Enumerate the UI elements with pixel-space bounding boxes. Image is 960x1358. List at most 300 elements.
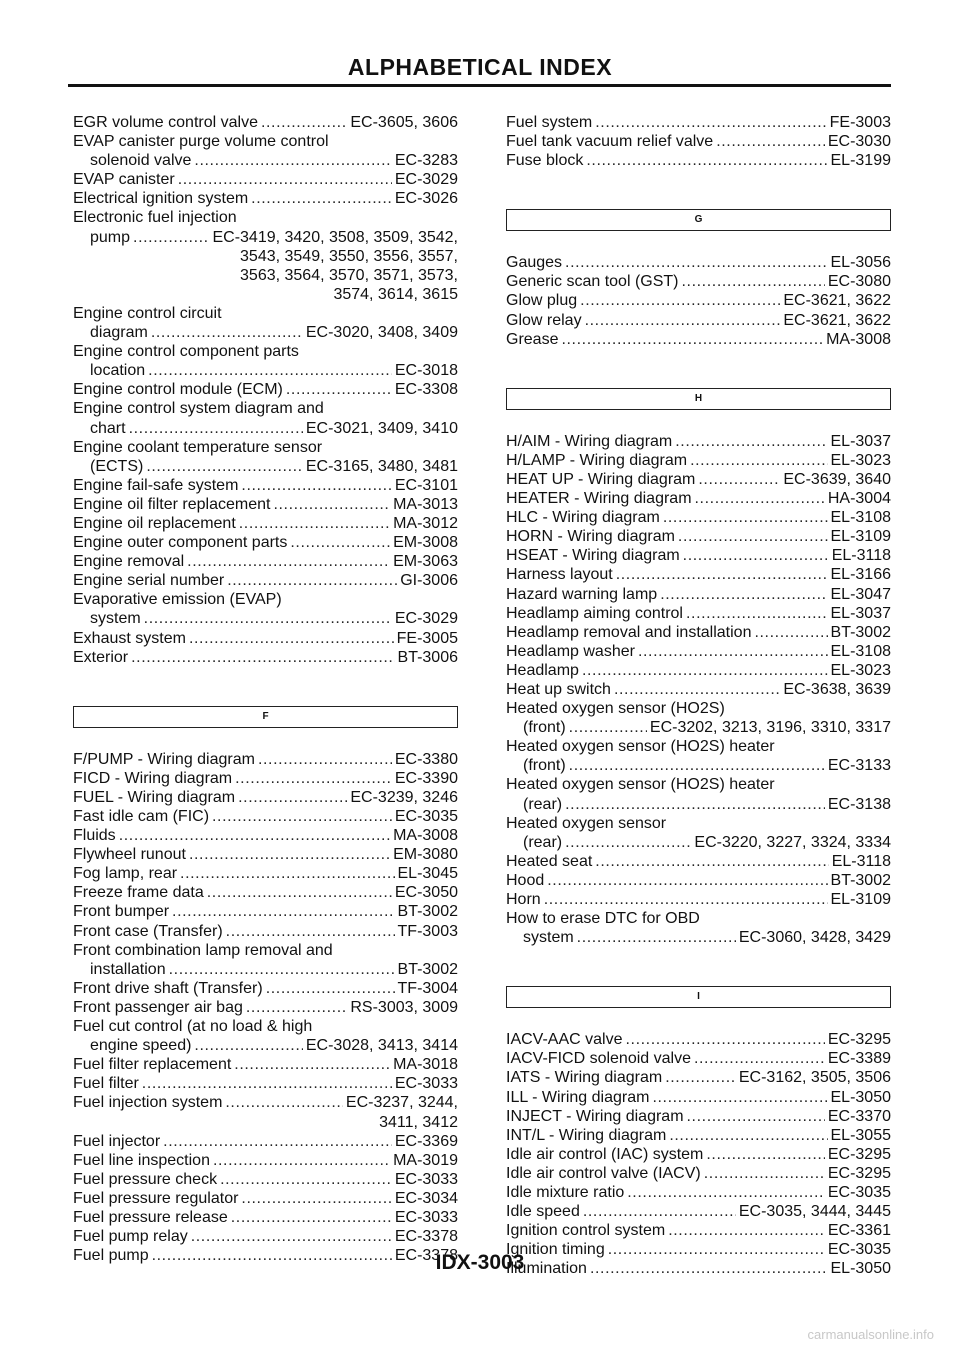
page-reference: EC-3237, 3244,: [345, 1094, 458, 1112]
index-entry-line: [73, 883, 458, 902]
index-entry-line: [506, 852, 891, 871]
index-entry: [73, 750, 458, 769]
index-entry-title: Exterior: [73, 648, 129, 666]
index-entry-title: IACV-FICD solenoid valve: [506, 1050, 691, 1068]
page-reference: EC-3295: [827, 1145, 891, 1163]
index-entry: [73, 1074, 458, 1093]
index-entry-subtitle: location: [90, 362, 146, 380]
index-entry: [506, 1068, 891, 1087]
index-entry-line: [73, 1189, 458, 1208]
page-reference: EC-3060, 3428, 3429: [738, 929, 891, 947]
page-reference: EC-3035: [827, 1241, 891, 1259]
index-entry-title: Fuse block: [506, 152, 584, 170]
page-reference: BT-3002: [830, 871, 891, 889]
index-entry-line: [73, 380, 458, 399]
page-reference: EC-3605, 3606: [350, 114, 458, 131]
page-reference: EC-3138: [827, 795, 891, 813]
index-entry-title: HSEAT - Wiring diagram: [506, 547, 680, 565]
index-column-right: [506, 113, 891, 1279]
page-reference: EC-3033: [394, 1075, 458, 1093]
leader-dots: [665, 1068, 736, 1087]
index-entry: [506, 1164, 891, 1183]
index-entry-title: FUEL - Wiring diagram: [73, 788, 236, 806]
page-reference: MA-3013: [393, 495, 458, 513]
index-entry-title: Idle air control (IAC) system: [506, 1145, 704, 1163]
index-entry: [73, 438, 458, 476]
index-entry: [506, 604, 891, 623]
leader-dots: [595, 852, 828, 871]
leader-dots: [225, 1093, 343, 1112]
leader-dots: [151, 323, 303, 342]
leader-dots: [582, 661, 828, 680]
leader-dots: [678, 527, 828, 546]
index-entry: [506, 1049, 891, 1068]
index-entry-line: [73, 922, 458, 941]
index-entry-title: Fuel line inspection: [73, 1151, 210, 1169]
index-entry-title: How to erase DTC for OBD: [506, 910, 700, 928]
leader-dots: [146, 457, 303, 476]
leader-dots: [694, 1049, 825, 1068]
index-entry-subtitle: diagram: [90, 324, 148, 342]
index-entry-subtitle: (front): [523, 757, 566, 775]
index-entry: [73, 998, 458, 1017]
index-entry-line: [506, 833, 891, 852]
index-entry: [506, 132, 891, 151]
index-entry-title: Front drive shaft (Transfer): [73, 979, 263, 997]
page-reference: EL-3023: [830, 661, 891, 679]
index-entry-title: Fuel system: [506, 114, 593, 131]
index-entry-title: Flywheel runout: [73, 846, 186, 864]
leader-dots: [227, 571, 397, 590]
leader-dots: [148, 361, 392, 380]
leader-dots: [144, 609, 392, 628]
index-entry: [506, 737, 891, 775]
page-reference: EL-3055: [830, 1126, 891, 1144]
leader-dots: [675, 432, 827, 451]
index-entry-title: Engine control system diagram and: [73, 400, 324, 418]
index-entry: [73, 1093, 458, 1131]
index-entry: [73, 807, 458, 826]
index-entry: [73, 864, 458, 883]
index-entry: [506, 489, 891, 508]
leader-dots: [131, 648, 394, 667]
index-entry-subtitle: installation: [90, 960, 166, 978]
leader-dots: [638, 642, 828, 661]
index-entry-title: ILL - Wiring diagram: [506, 1088, 650, 1106]
page-reference: EC-3380: [394, 750, 458, 768]
leader-dots: [569, 718, 647, 737]
index-entry-line: [73, 495, 458, 514]
page-reference: EL-3108: [830, 509, 891, 527]
index-entry-line: [73, 113, 458, 132]
index-entry-line: [506, 1088, 891, 1107]
index-entry: [506, 253, 891, 272]
index-entry-title: INT/L - Wiring diagram: [506, 1126, 667, 1144]
title-rule: [68, 84, 891, 87]
page-reference: MA-3018: [393, 1056, 458, 1074]
index-entry-line: [73, 514, 458, 533]
page-reference: EC-3101: [394, 476, 458, 494]
index-entry: [506, 470, 891, 489]
index-entry: [73, 1055, 458, 1074]
index-entry-title: Electrical ignition system: [73, 190, 249, 208]
leader-dots: [580, 291, 780, 310]
index-entry-title: H/AIM - Wiring diagram: [506, 432, 673, 450]
index-entry: [506, 1202, 891, 1221]
index-entry-subtitle: chart: [90, 419, 126, 437]
index-entry: [73, 979, 458, 998]
index-entry: [506, 680, 891, 699]
index-entry-title: Engine oil filter replacement: [73, 495, 271, 513]
page-reference: MA-3008: [393, 827, 458, 845]
leader-dots: [569, 756, 825, 775]
page-reference-continued: 3563, 3564, 3570, 3571, 3573,: [240, 266, 458, 284]
leader-dots: [565, 833, 691, 852]
leader-dots: [194, 151, 391, 170]
index-entry-subtitle: solenoid valve: [90, 152, 192, 170]
index-entry-line: [506, 680, 891, 699]
page-reference-continued: 3411, 3412: [379, 1113, 458, 1131]
index-entry-line: [506, 1202, 891, 1221]
index-entry-line: [73, 228, 458, 247]
index-entry: [73, 1017, 458, 1055]
index-entry-line: [506, 661, 891, 680]
page-reference: EM-3080: [393, 846, 458, 864]
index-entry-title: HORN - Wiring diagram: [506, 528, 675, 546]
index-entry-line: [506, 527, 891, 546]
index-entry-line: [506, 1164, 891, 1183]
index-entry-title: Fuel pump relay: [73, 1228, 188, 1246]
index-entry-title: Fuel injector: [73, 1132, 161, 1150]
index-entry: [506, 565, 891, 584]
index-entry-line: [506, 330, 891, 349]
index-entry-line: [73, 552, 458, 571]
page-reference: EC-3295: [827, 1031, 891, 1049]
index-entry: [506, 909, 891, 947]
index-entry-title: EVAP canister purge volume control: [73, 133, 329, 151]
leader-dots: [690, 451, 827, 470]
index-entry: [73, 629, 458, 648]
index-entry-title: Heated oxygen sensor (HO2S) heater: [506, 776, 775, 794]
page-reference: EC-3020, 3408, 3409: [305, 324, 458, 342]
leader-dots: [627, 1183, 825, 1202]
page-reference: EC-3419, 3420, 3508, 3509, 3542,: [212, 228, 458, 246]
index-entry-title: HLC - Wiring diagram: [506, 509, 660, 527]
index-entry: [506, 1126, 891, 1145]
index-entry-line: [506, 253, 891, 272]
index-entry-title: Engine coolant temperature sensor: [73, 438, 323, 456]
index-entry-subtitle: (rear): [523, 833, 563, 851]
page-reference: HA-3004: [827, 490, 891, 508]
index-entry-subtitle: (front): [523, 719, 566, 737]
leader-dots: [142, 1074, 392, 1093]
leader-dots: [180, 864, 394, 883]
index-entry: [73, 1151, 458, 1170]
leader-dots: [577, 928, 736, 947]
index-entry: [73, 1132, 458, 1151]
index-entry: [506, 1107, 891, 1126]
index-entry: [506, 1145, 891, 1164]
index-entry-line: [73, 571, 458, 590]
page-reference: EL-3037: [830, 604, 891, 622]
page-reference: EC-3639, 3640: [783, 470, 891, 488]
page-reference: GI-3006: [400, 572, 458, 590]
page-reference: EC-3133: [827, 757, 891, 775]
index-entry-title: Horn: [506, 891, 541, 908]
index-entry-line: [506, 795, 891, 814]
leader-dots: [290, 533, 390, 552]
index-entry-line: [73, 864, 458, 883]
index-entry-line: [73, 1074, 458, 1093]
leader-dots: [187, 552, 390, 571]
leader-dots: [565, 253, 827, 272]
index-entry-title: HEATER - Wiring diagram: [506, 490, 692, 508]
leader-dots: [241, 476, 391, 495]
index-entry-title: Heated oxygen sensor (HO2S) heater: [506, 738, 775, 756]
watermark: carmanualsonline.info: [807, 1327, 934, 1342]
leader-dots: [273, 495, 390, 514]
index-entry-line: [506, 113, 891, 132]
index-entry-line: [506, 470, 891, 489]
leader-dots: [178, 170, 392, 189]
index-entry-line: [506, 1183, 891, 1202]
page-reference: EC-3621, 3622: [783, 292, 891, 310]
index-entry-title: Fuel filter replacement: [73, 1056, 232, 1074]
index-entry: [73, 514, 458, 533]
index-entry-title: Ignition control system: [506, 1222, 666, 1240]
page-reference: EL-3109: [830, 891, 891, 908]
index-entry: [506, 699, 891, 737]
leader-dots: [660, 585, 827, 604]
leader-dots: [239, 514, 390, 533]
index-entry: [73, 788, 458, 807]
page-reference: EC-3018: [394, 362, 458, 380]
index-entry-title: EGR volume control valve: [73, 114, 258, 131]
index-entry-title: Gauges: [506, 254, 563, 272]
index-entry-title: Engine outer component parts: [73, 534, 288, 552]
index-entry-subtitle: engine speed): [90, 1037, 192, 1055]
index-entry-title: Grease: [506, 330, 559, 348]
index-entry: [506, 272, 891, 291]
index-entry-line: [506, 1126, 891, 1145]
page-reference: TF-3004: [397, 979, 458, 997]
page-reference: EC-3361: [827, 1222, 891, 1240]
section-header-i: I: [506, 986, 891, 1008]
index-entry-line: [506, 756, 891, 775]
index-entry-title: Fluids: [73, 827, 116, 845]
page-reference: EC-3378: [394, 1247, 458, 1265]
page-reference: EC-3028, 3413, 3414: [305, 1037, 458, 1055]
index-entry-title: Electronic fuel injection: [73, 209, 237, 227]
index-entry-line: [73, 1093, 458, 1112]
index-entry: [73, 476, 458, 495]
index-entry-line: [73, 457, 458, 476]
index-entry-line: [73, 1036, 458, 1055]
index-entry-title: Fuel pressure check: [73, 1170, 218, 1188]
leader-dots: [234, 1055, 390, 1074]
index-entry: [506, 1183, 891, 1202]
page-reference: EL-3050: [830, 1088, 891, 1106]
index-entry-line: [506, 489, 891, 508]
index-entry-title: Evaporative emission (EVAP): [73, 591, 282, 609]
page-title: ALPHABETICAL INDEX: [347, 54, 613, 80]
index-entry-line: [73, 807, 458, 826]
page-reference: EL-3023: [830, 451, 891, 469]
index-entry: [506, 814, 891, 852]
index-entry-title: Fog lamp, rear: [73, 865, 178, 883]
index-entry-line: [506, 1145, 891, 1164]
index-entry: [506, 642, 891, 661]
index-entry-title: F/PUMP - Wiring diagram: [73, 750, 255, 768]
index-entry-line: [506, 928, 891, 947]
index-entry: [506, 852, 891, 871]
index-entry-title: Heated oxygen sensor: [506, 814, 667, 832]
index-entry: [73, 304, 458, 342]
page-reference: EC-3389: [827, 1050, 891, 1068]
leader-dots: [754, 623, 827, 642]
page-reference: FE-3003: [829, 114, 891, 131]
index-entry-title: Engine control component parts: [73, 343, 299, 361]
index-entry: [506, 508, 891, 527]
index-entry-title: Heated seat: [506, 852, 593, 870]
leader-dots: [133, 228, 209, 247]
index-entry-title: Idle speed: [506, 1203, 580, 1221]
index-entry: [506, 775, 891, 813]
leader-dots: [220, 1170, 392, 1189]
index-entry: [73, 571, 458, 590]
page-reference: EC-3378: [394, 1228, 458, 1246]
index-entry-line: [73, 960, 458, 979]
index-entry-subtitle: system: [523, 929, 574, 947]
index-entry-title: FICD - Wiring diagram: [73, 769, 233, 787]
leader-dots: [682, 272, 825, 291]
index-entry-title: IATS - Wiring diagram: [506, 1069, 663, 1087]
index-entry: [506, 623, 891, 642]
leader-dots: [191, 1227, 392, 1246]
index-entry-title: EVAP canister: [73, 171, 175, 189]
index-entry-title: Fuel cut control (at no load & high: [73, 1018, 313, 1036]
page-reference: EC-3638, 3639: [783, 680, 891, 698]
index-entry: [73, 883, 458, 902]
index-entry: [73, 648, 458, 667]
leader-dots: [189, 845, 390, 864]
page-reference: EL-3118: [831, 547, 891, 565]
index-entry-title: Hazard warning lamp: [506, 585, 658, 603]
page-reference: EC-3369: [394, 1132, 458, 1150]
index-column-left: [73, 113, 458, 1265]
index-entry: [73, 208, 458, 303]
index-entry-title: Front case (Transfer): [73, 922, 223, 940]
index-entry: [506, 585, 891, 604]
leader-dots: [251, 189, 392, 208]
index-entry-line: [506, 451, 891, 470]
leader-dots: [625, 1030, 824, 1049]
page-reference: EL-3050: [830, 1260, 891, 1278]
index-entry-title: Headlamp: [506, 661, 579, 679]
index-entry-line: [73, 648, 458, 667]
index-entry-title: Engine oil replacement: [73, 514, 236, 532]
page-reference: EC-3390: [394, 769, 458, 787]
index-entry-title: Front passenger air bag: [73, 998, 243, 1016]
page-reference: FE-3005: [396, 629, 458, 647]
index-entry-title: Headlamp washer: [506, 642, 635, 660]
index-entry-line: [73, 419, 458, 438]
index-entry-line: [506, 291, 891, 310]
index-entry-line: [506, 585, 891, 604]
index-entry-line: [73, 323, 458, 342]
index-entry-line: [73, 151, 458, 170]
page-reference: EC-3030: [827, 133, 891, 151]
index-entry: [73, 495, 458, 514]
page-reference: EL-3045: [397, 865, 458, 883]
index-entry-line: [506, 132, 891, 151]
page-reference-continued: 3543, 3549, 3550, 3556, 3557,: [240, 247, 458, 265]
leader-dots: [169, 960, 395, 979]
index-entry-title: Fuel pressure release: [73, 1208, 228, 1226]
leader-dots: [258, 750, 392, 769]
index-entry: [506, 311, 891, 330]
index-entry-title: Fuel filter: [73, 1075, 139, 1093]
index-entry: [506, 1030, 891, 1049]
index-entry-title: Engine control module (ECM): [73, 381, 283, 399]
index-entry: [506, 1088, 891, 1107]
page-reference: EC-3165, 3480, 3481: [305, 457, 458, 475]
leader-dots: [286, 380, 392, 399]
page-reference: EC-3080: [827, 273, 891, 291]
leader-dots: [652, 1088, 827, 1107]
page-reference: EC-3308: [394, 381, 458, 399]
index-entry-title: Heat up switch: [506, 680, 611, 698]
leader-dots: [706, 1145, 824, 1164]
index-entry: [506, 151, 891, 170]
leader-dots: [686, 604, 828, 623]
index-entry: [73, 170, 458, 189]
page-reference: EC-3239, 3246: [350, 788, 458, 806]
leader-dots: [583, 1202, 736, 1221]
leader-dots: [226, 922, 395, 941]
index-entry-line: [506, 1030, 891, 1049]
index-entry: [506, 871, 891, 890]
leader-dots: [172, 902, 394, 921]
page-reference: EC-3202, 3213, 3196, 3310, 3317: [649, 719, 891, 737]
leader-dots: [261, 113, 347, 132]
index-entry-line: [73, 1208, 458, 1227]
leader-dots: [194, 1036, 302, 1055]
index-entry: [506, 432, 891, 451]
leader-dots: [614, 680, 780, 699]
page-reference: EC-3035: [827, 1184, 891, 1202]
leader-dots: [212, 807, 392, 826]
page-reference: RS-3003, 3009: [350, 998, 458, 1016]
index-entry-title: Glow relay: [506, 311, 582, 329]
index-entry-title: Engine removal: [73, 553, 185, 571]
index-entry: [73, 1208, 458, 1227]
page-reference: EC-3220, 3227, 3324, 3334: [694, 833, 891, 851]
index-entry: [506, 113, 891, 132]
index-entry-line: [506, 1107, 891, 1126]
index-entry-line: [73, 361, 458, 380]
page-reference: EL-3108: [830, 642, 891, 660]
index-entry-subtitle: (rear): [523, 795, 563, 813]
index-entry-line: [506, 565, 891, 584]
index-entry-line: [506, 642, 891, 661]
index-entry: [73, 1189, 458, 1208]
index-entry: [73, 399, 458, 437]
index-entry-title: Freeze frame data: [73, 884, 204, 902]
index-entry: [506, 330, 891, 349]
index-entry-title: Hood: [506, 871, 545, 889]
leader-dots: [129, 419, 303, 438]
